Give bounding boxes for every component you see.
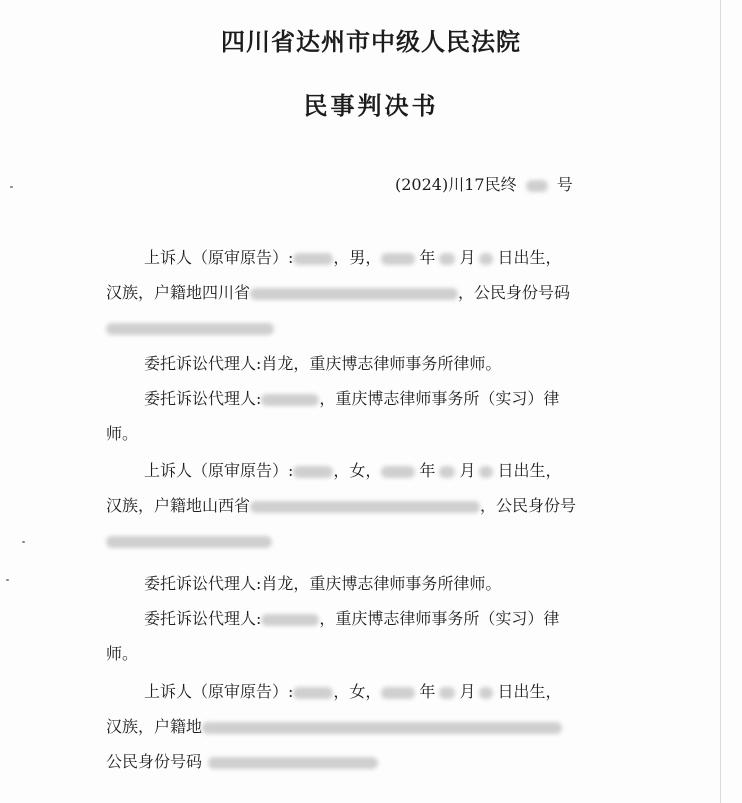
redacted-case-no [526,180,548,192]
agent-firm-intern-suffix: 师。 [106,644,139,663]
party-2-block [106,453,616,558]
redacted-year [381,687,415,699]
id-label: ，公民身份号码 [458,283,571,302]
redacted-month [439,253,455,265]
redacted-name [293,253,333,265]
party-role: 上诉人（原审原告）: [144,461,294,480]
scan-speck [10,186,13,188]
agent-line-4-cont [106,636,616,671]
party-3-block [106,674,616,779]
birth-month-label: 月 [459,461,476,480]
agent-firm-intern-suffix: 师。 [106,424,139,443]
redacted-id-number [106,536,272,548]
redacted-day [479,466,493,478]
birth-year-label: 年 [419,461,436,480]
agent-line-2-cont [106,416,616,451]
ethnicity: 汉族， [106,283,155,302]
redacted-month [439,466,455,478]
household-label: 户籍地四川省 [154,283,251,302]
party-1-line-3 [106,310,616,345]
birth-month-label: 月 [459,248,476,267]
party-role: 上诉人（原审原告）: [144,682,294,701]
ethnicity: 汉族， [106,496,155,515]
agents-block-1 [106,346,616,451]
case-number-prefix: (2024)川17民终 [395,175,517,194]
household-label: 户籍地 [154,717,203,736]
agent-firm: 重庆博志律师事务所律师。 [309,574,502,593]
agent-label: 委托诉讼代理人: [144,389,262,408]
agent-label: 委托诉讼代理人: [144,354,262,373]
party-gender: ，女， [333,461,382,480]
party-3-line-2 [106,709,616,744]
agent-name: 肖龙， [261,574,310,593]
party-2-line-1 [106,453,616,488]
agent-line-3 [106,566,616,601]
agent-name: 肖龙， [261,354,310,373]
birth-year-label: 年 [419,248,436,267]
redacted-day [479,253,493,265]
party-role: 上诉人（原审原告）: [144,248,294,267]
redacted-address [202,722,562,734]
agent-line-1 [106,346,616,381]
agent-label: 委托诉讼代理人: [144,609,262,628]
birth-day-label: 日出生， [497,248,562,267]
redacted-address [250,501,480,513]
document-type: 民事判决书 [303,91,439,120]
redacted-address [250,288,458,300]
agent-firm-intern: ，重庆博志律师事务所（实习）律 [319,389,560,408]
scan-speck [6,579,9,581]
birth-day-label: 日出生， [497,682,562,701]
party-1-line-1 [106,240,616,275]
agent-firm: 重庆博志律师事务所律师。 [309,354,502,373]
party-gender: ，男， [333,248,382,267]
agent-label: 委托诉讼代理人: [144,574,262,593]
redacted-month [439,687,455,699]
redacted-id-number [208,757,378,769]
ethnicity: 汉族， [106,717,155,736]
birth-year-label: 年 [419,682,436,701]
redacted-agent-name [261,394,319,406]
redacted-name [293,466,333,478]
redacted-day [479,687,493,699]
birth-month-label: 月 [459,682,476,701]
redacted-year [381,466,415,478]
case-number [395,172,573,195]
party-3-line-1 [106,674,616,709]
case-number-suffix: 号 [556,175,573,194]
scan-speck [22,541,25,543]
court-name: 四川省达州市中级人民法院 [221,27,521,56]
party-2-line-2 [106,488,616,523]
redacted-id-number [106,323,274,335]
redacted-year [381,253,415,265]
agent-firm-intern: ，重庆博志律师事务所（实习）律 [319,609,560,628]
party-1-line-2 [106,275,616,310]
agent-line-4 [106,601,616,636]
party-1-block [106,240,616,345]
redacted-name [293,687,333,699]
agent-line-2 [106,381,616,416]
birth-day-label: 日出生， [497,461,562,480]
id-label: 公民身份号码 [106,752,203,771]
redacted-agent-name [261,614,319,626]
party-gender: ，女， [333,682,382,701]
id-label: ，公民身份号 [480,496,577,515]
household-label: 户籍地山西省 [154,496,251,515]
agents-block-2 [106,566,616,671]
party-2-line-3 [106,523,616,558]
party-3-line-3 [106,744,616,779]
